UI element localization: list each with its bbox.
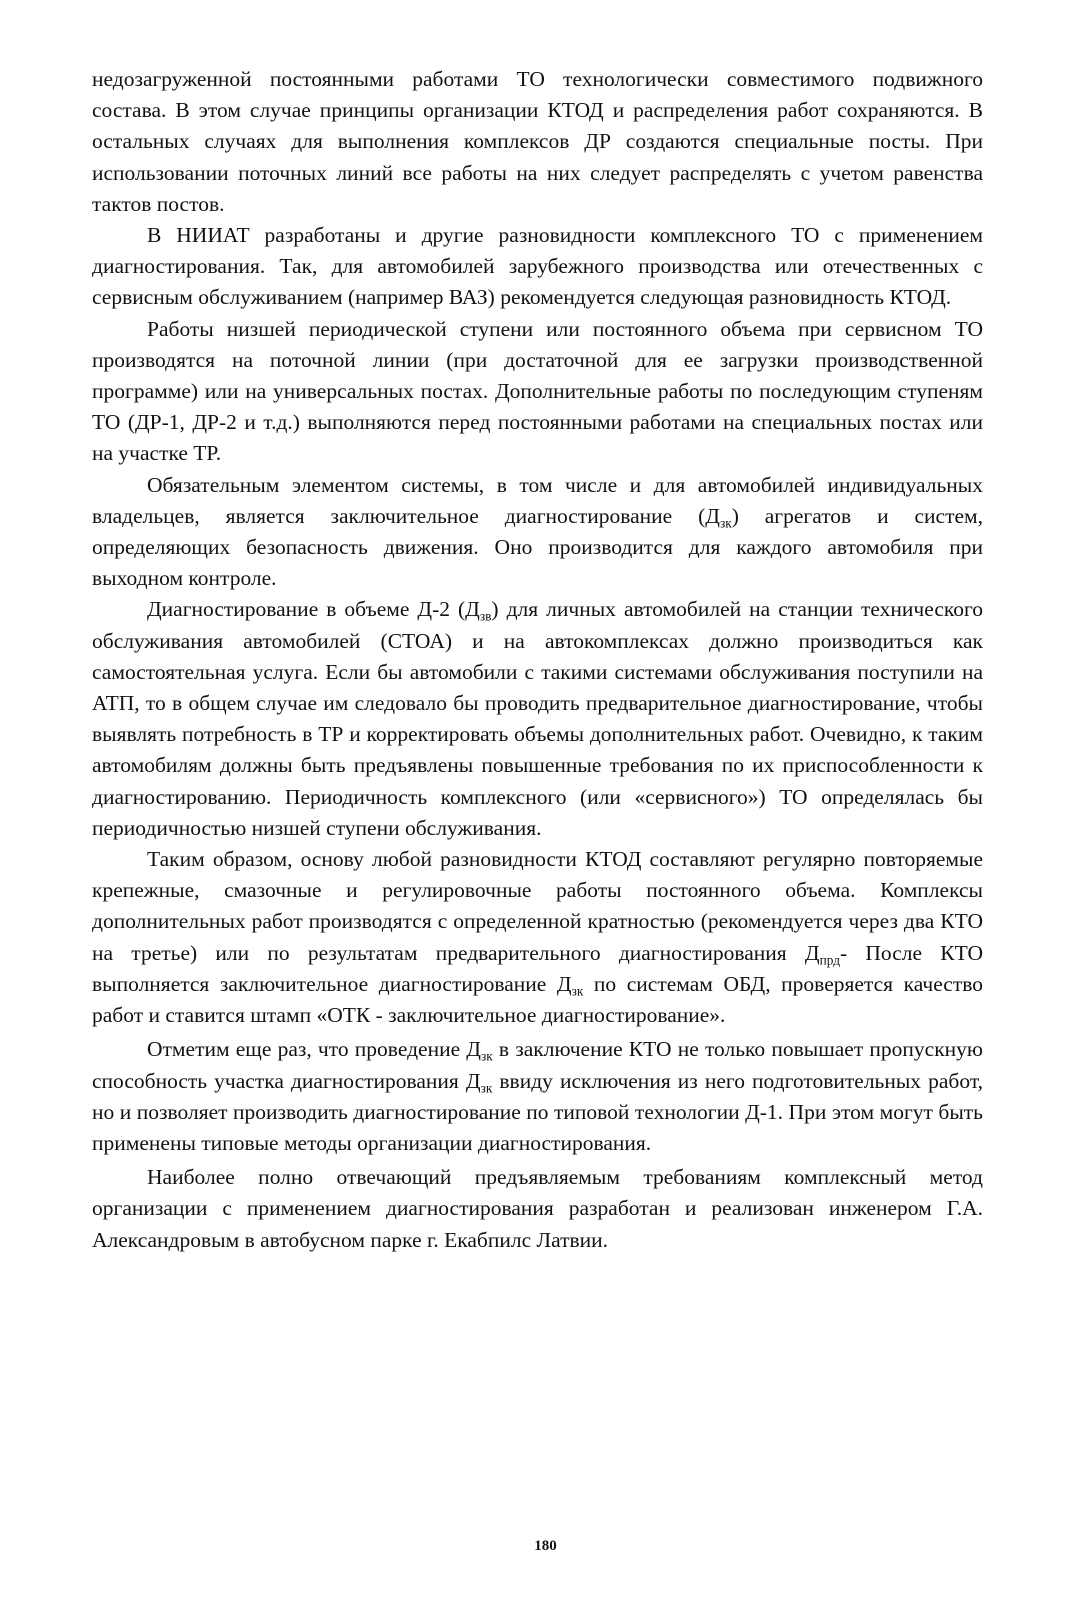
- paragraph: [92, 594, 983, 844]
- text-run: ) агрегатов и систем, определяющих безопасность движения. Оно производится для каждого автомобиля при выходном контроле.: [92, 503, 983, 591]
- subscript: зк: [480, 1080, 493, 1096]
- paragraph: [92, 844, 983, 1031]
- text-run: - После КТО выполняется заключительное диагностирование Д: [92, 940, 983, 996]
- paragraph: [92, 1162, 983, 1256]
- subscript: зв: [479, 609, 492, 625]
- subscript: зк: [571, 983, 584, 999]
- paragraph: [92, 220, 983, 314]
- text-run: Работы низшей периодической ступени или постоянного объема при сервисном ТО производятся на поточной линии (при достаточной для ее загрузки производственной программе) или на универсальных постах. Дополнительные работы по последующим ступеням ТО (ДР-1, ДР-2 и т.д.) выполняются перед постоянными работами на специальных постах или на участке ТР.: [92, 316, 983, 466]
- text-run: Таким образом, основу любой разновидности КТОД составляют регулярно повторяемые крепежные, смазочные и регулировочные работы постоянного объема. Комплексы дополнительных работ производятся с определенной кратностью (рекомендуется через два КТО на третье) или по результатам предварительного диагностирования Д: [92, 847, 983, 965]
- paragraph: [92, 470, 983, 595]
- text-run: Обязательным элементом системы, в том числе и для автомобилей индивидуальных владельцев, является заключительное диагностирование (Д: [92, 472, 983, 528]
- text-run: по системам ОБД, проверяется качество работ и ставится штамп «ОТК - заключительное диагностирование».: [92, 971, 983, 1028]
- paragraph: [92, 64, 983, 220]
- text-run: в заключение КТО не только повышает пропускную способность участка диагностирования Д: [92, 1037, 983, 1093]
- text-run: Диагностирование в объеме Д-2 (Д: [147, 597, 480, 622]
- paragraph: [92, 314, 983, 470]
- body-text: [92, 64, 983, 1256]
- text-run: Отметим еще раз, что проведение Д: [147, 1037, 481, 1062]
- text-run: ) для личных автомобилей на станции технического обслуживания автомобилей (СТОА) и на автокомплексах должно производиться как самостоятельная услуга. Если бы автомобили с такими системами обслуживания поступили на АТП, то в общем случае им следовало бы проводить предварительное диагностирование, чтобы выявлять потребность в ТР и корректировать объемы дополнительных работ. Очевидно, к таким автомобилям должны быть предъявлены повышенные требования по их приспособленности к диагностированию. Периодичность комплексного (или «сервисного») ТО определялась бы периодичностью низшей ступени обслуживания.: [92, 597, 983, 840]
- subscript: зк: [719, 515, 732, 531]
- subscript: прд: [819, 952, 840, 968]
- paragraph: [92, 1034, 983, 1159]
- subscript: зк: [480, 1048, 493, 1064]
- page-number: 180: [534, 1538, 557, 1554]
- text-run: недозагруженной постоянными работами ТО технологически совместимого подвижного состава. В этом случае принципы организации КТОД и распределения работ сохраняются. В остальных случаях для выполнения комплексов ДР создаются специальные посты. При использовании поточных линий все работы на них следует распределять с учетом равенства тактов постов.: [92, 67, 983, 216]
- text-run: Наиболее полно отвечающий предъявляемым требованиям комплексный метод организации с применением диагностирования разработан и реализован инженером Г.А. Александровым в автобусном парке г. Екабпилс Латвии.: [92, 1165, 983, 1252]
- text-run: В НИИАТ разработаны и другие разновидности комплексного ТО с применением диагностирования. Так, для автомобилей зарубежного производства или отечественных с сервисным обслуживанием (например ВАЗ) рекомендуется следующая разновидность КТОД.: [92, 223, 983, 310]
- text-run: ввиду исключения из него подготовительных работ, но и позволяет производить диагностирование по типовой технологии Д-1. При этом могут быть применены типовые методы организации диагностирования.: [92, 1068, 983, 1155]
